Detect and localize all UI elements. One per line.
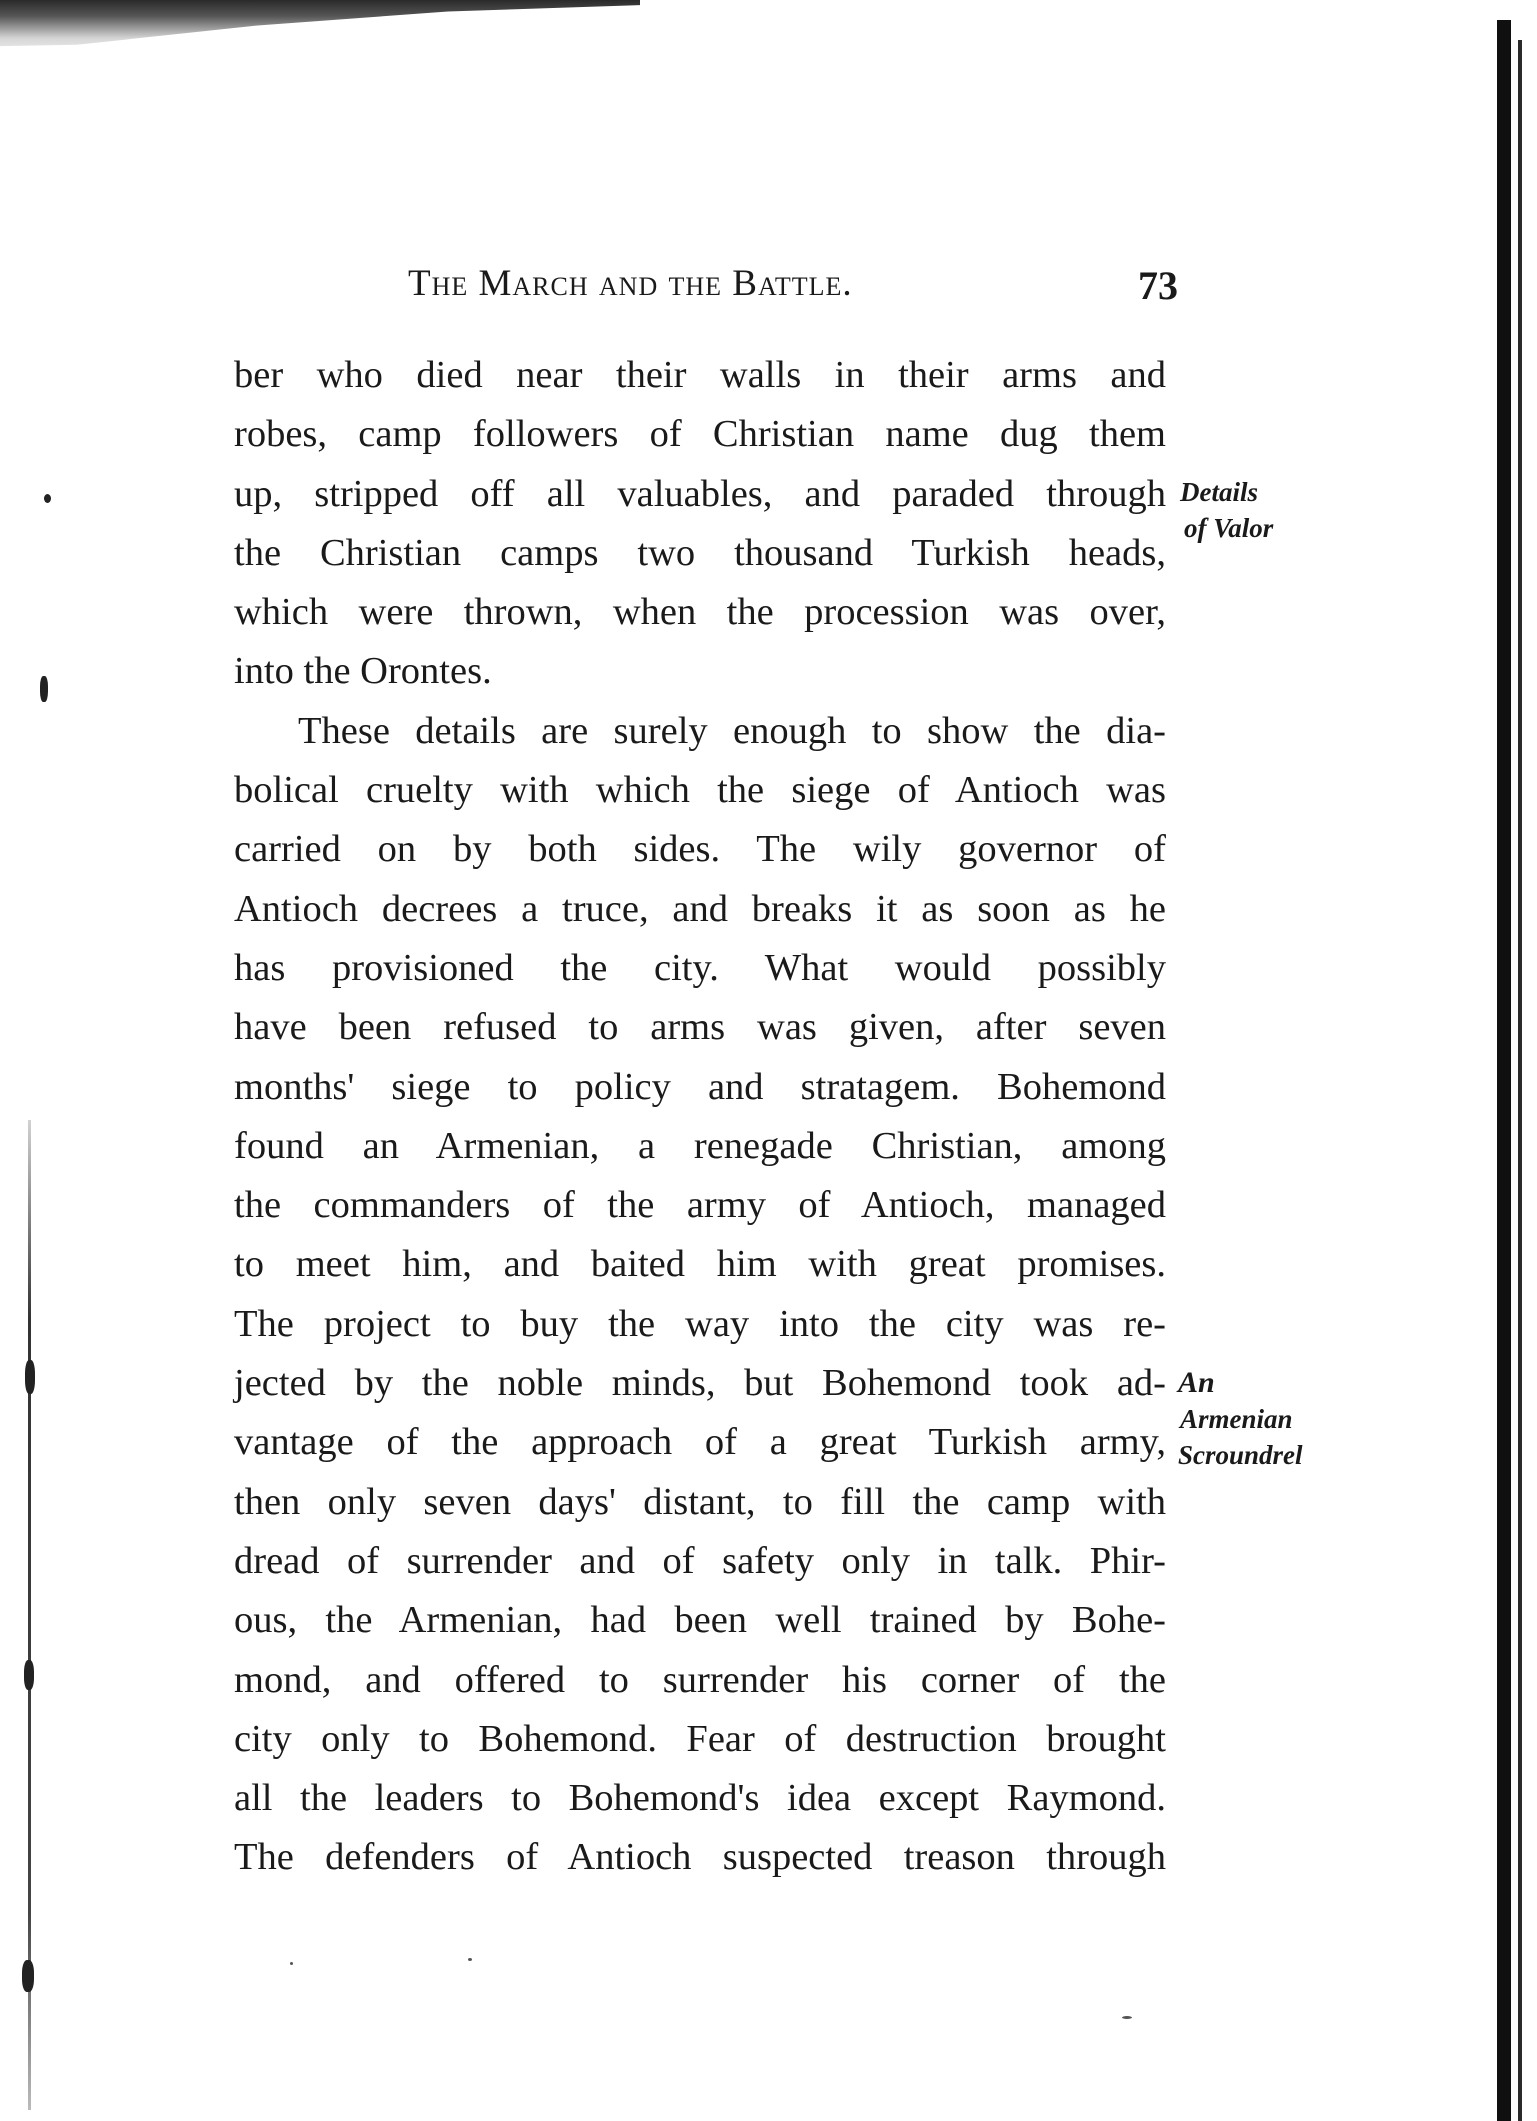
text-line: the commanders of the army of Antioch, managed <box>234 1184 1166 1227</box>
text-line: Antioch decrees a truce, and breaks it as soon as he <box>234 887 1166 930</box>
binding-edge-bar <box>1497 20 1511 2121</box>
scan-speck <box>468 1958 472 1961</box>
margin-note-line: of Valor <box>1184 513 1274 543</box>
page-header <box>408 262 1178 322</box>
text-line: months' siege to policy and stratagem. Bohemond <box>234 1065 1166 1108</box>
margin-note-details-of-valor <box>1180 474 1273 546</box>
left-scan-blob <box>22 1960 34 1992</box>
text-line: all the leaders to Bohemond's idea except Raymond. <box>234 1777 1166 1820</box>
text-line: robes, camp followers of Christian name dug them <box>234 413 1166 456</box>
margin-note-line: Scroundrel <box>1178 1440 1303 1470</box>
scan-edge-shadow <box>0 0 640 64</box>
text-line: carried on by both sides. The wily governor of <box>234 828 1166 871</box>
text-line: into the Orontes. <box>234 650 492 693</box>
text-line: up, stripped off all valuables, and paraded through <box>234 472 1166 515</box>
margin-note-armenian-scroundrel <box>1178 1365 1303 1473</box>
text-line: the Christian camps two thousand Turkish heads, <box>234 531 1166 574</box>
text-line: bolical cruelty with which the siege of Antioch was <box>234 769 1166 812</box>
binding-edge-bar-thin <box>1518 40 1522 2121</box>
text-line: mond, and offered to surrender his corner of the <box>234 1658 1166 1701</box>
running-head: The March and the Battle. <box>408 263 853 304</box>
text-line: vantage of the approach of a great Turkish army, <box>234 1421 1166 1464</box>
left-scan-blob <box>24 1660 34 1690</box>
text-line: which were thrown, when the procession was over, <box>234 591 1166 634</box>
left-scan-blob <box>25 1360 35 1394</box>
left-scan-blob <box>40 676 48 702</box>
text-line: city only to Bohemond. Fear of destruction brought <box>234 1717 1166 1760</box>
text-line: to meet him, and baited him with great promises. <box>234 1243 1166 1286</box>
text-line: then only seven days' distant, to fill the camp with <box>234 1480 1166 1523</box>
margin-note-line: Armenian <box>1180 1404 1293 1434</box>
page-number: 73 <box>1138 263 1178 308</box>
scan-speck <box>1122 2016 1132 2019</box>
text-line: jected by the noble minds, but Bohemond took ad- <box>234 1362 1166 1405</box>
margin-note-line: An <box>1178 1366 1215 1399</box>
text-line: These details are surely enough to show the dia- <box>298 709 1166 752</box>
scan-speck <box>290 1962 293 1965</box>
left-scan-blob <box>44 494 51 503</box>
text-line: ous, the Armenian, had been well trained by Bohe- <box>234 1599 1166 1642</box>
text-line: found an Armenian, a renegade Christian, among <box>234 1124 1166 1167</box>
text-line: The project to buy the way into the city was re- <box>234 1302 1166 1345</box>
text-line: The defenders of Antioch suspected treason through <box>234 1836 1166 1879</box>
margin-note-line: Details <box>1180 477 1258 507</box>
text-line: have been refused to arms was given, after seven <box>234 1006 1166 1049</box>
text-line: dread of surrender and of safety only in talk. Phir- <box>234 1539 1166 1582</box>
body-text <box>234 346 1166 1888</box>
text-line: has provisioned the city. What would possibly <box>234 946 1166 989</box>
text-line: ber who died near their walls in their arms and <box>234 354 1166 396</box>
